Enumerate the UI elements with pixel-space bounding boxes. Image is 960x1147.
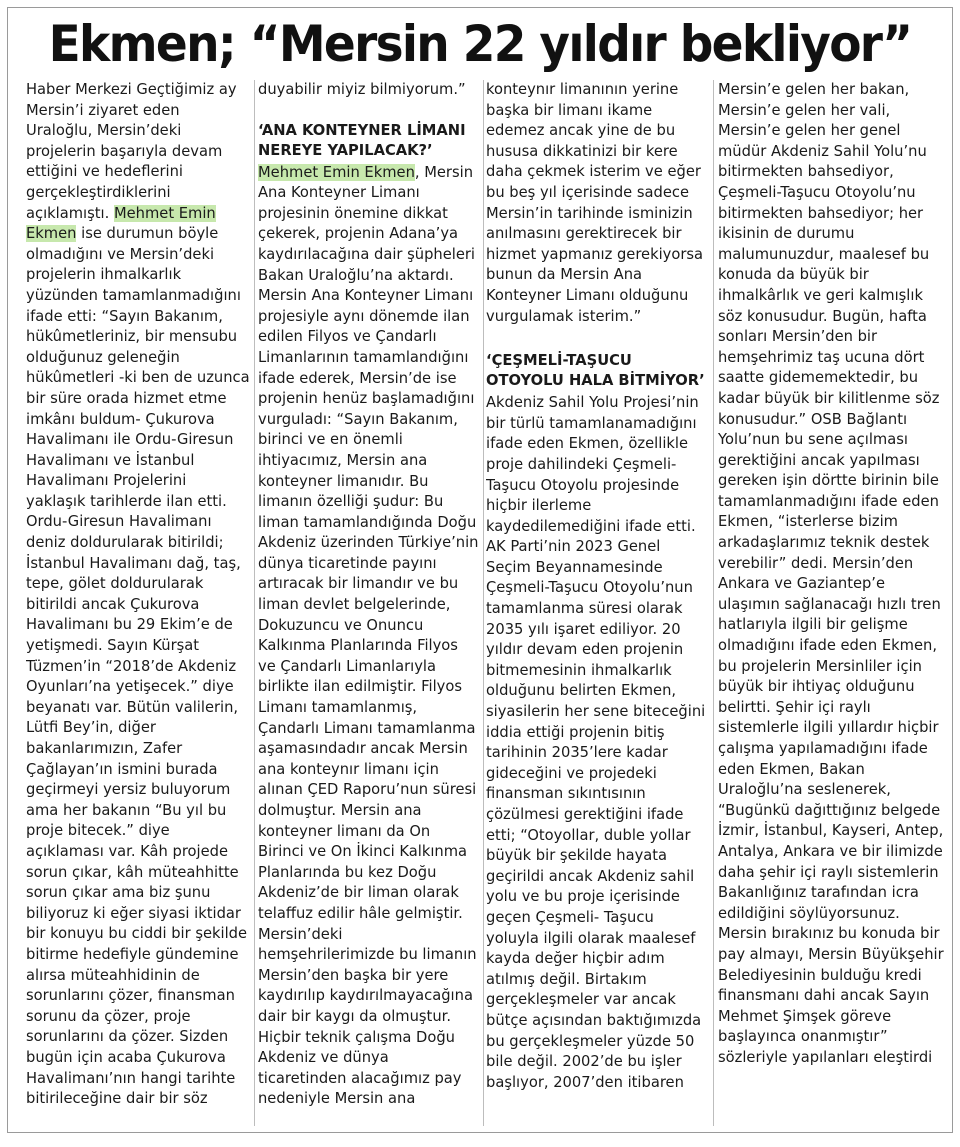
column-divider <box>483 80 484 1126</box>
column-2 <box>258 80 480 1126</box>
paragraph <box>258 163 480 1110</box>
column-1 <box>26 80 250 1126</box>
column-3 <box>486 80 706 1126</box>
newspaper-clipping <box>7 7 953 1133</box>
column-divider <box>713 80 714 1126</box>
paragraph: Mersin’e gelen her bakan, Mersin’e gelen her vali, Mersin’e gelen her genel müdür Akdeniz Sahil Yolu’nu bitirmekten bahsediyor, Çeşmeli-Taşucu Otoyolu’nu bitirmekten bahsediyor; her ikisinin de durumu malumunuzdur, maalesef bu konuda da büyük bir ihmalkârlık ve geri kalmışlık söz konusudur. Bugün, hafta sonları Mersin’den bir hemşehrimiz taş ucuna dört saatte gidememektedir, bu kadar büyük bir kilitlenme söz konusudur.” OSB Bağlantı Yolu’nun bu sene açılması gerektiğini ancak yapılması gereken işin dörtte birinin bile tamamlanmadığını ifade eden Ekmen, “isterlerse bizim arkadaşlarımız teknik destek verebilir” dedi. Mersin’den Ankara ve Gaziantep’e ulaşımın sağlanacağı hızlı tren hatlarıyla ilgili bir gelişme olmadığını ifade eden Ekmen, bu projelerin Mersinliler için büyük bir ihtiyaç olduğunu belirtti. Şehir içi raylı sistemlerle ilgili yıllardır hiçbir çalışma yapılamadığını ifade eden Ekmen, Bakan Uraloğlu’na seslenerek, “Bugünkü dağıttığınız belgede İzmir, İstanbul, Kayseri, Antep, Antalya, Ankara ve bir ilimizde daha şehir içi raylı sistemlerin Bakanlığınız tarafından icra edildiğini söylüyorsunuz. Mersin bırakınız bu konuda bir pay almayı, Mersin Büyükşehir Belediyesinin bulduğu kredi finansmanı dahi ancak Sayın Mehmet Şimşek göreve başlayınca onanmıştır” sözleriyle yapılanları eleştirdi <box>718 81 944 1066</box>
article-body <box>8 80 952 1130</box>
subheading: ‘ANA KONTEYNER LİMANI NEREYE YAPILACAK?’ <box>258 121 466 159</box>
paragraph: duyabilir miyiz bilmiyorum.” <box>258 81 466 98</box>
paragraph-text: ise durumun böyle olmadığını ve Mersin’deki projelerin ihmalkarlık yüzünden tamamlanmadığını ifade etti: “Sayın Bakanım, hükûmetleriniz, bir mensubu olduğunuz geleneğin hükûmetleri -ki ben de uzunca bir süre orada hizmet etme imkânı buldum- Çukurova Havalimanı ile Ordu-Giresun Havalimanı ve İstanbul Havalimanı Projelerini yaklaşık tarihlerde ilan etti. Ordu-Giresun Havalimanı deniz doldurularak bitirildi; İstanbul Havalimanı dağ, taş, tepe, gölet doldurularak bitirildi ancak Çukurova Havalimanı bu 29 Ekim’e de yetişmedi. Sayın Kürşat Tüzmen’in “2018’de Akdeniz Oyunları’na yetişecek.” diye beyanatı var. Bütün valilerin, Lütfi Bey’in, diğer bakanlarımızın, Zafer Çağlayan’ın ismini burada geçirmeyi yersiz buluyorum ama her bakanın “Bu yıl bu proje bitecek.” diye açıklaması var. Kâh projede sorun çıkar, kâh müteahhitte sorun çıkar ama biz şunu biliyoruz ki eğer siyasi iktidar bir konuyu bu ciddi bir şekilde bitirme hedefiyle gündemine alırsa müteahhidinin de sorunlarını çözer, finansman sorunu da çözer, proje sorunlarını da çözer. Sizden bugün için acaba Çukurova Havalimanı’nın hangi tarihte bitirileceğine dair bir söz <box>26 225 250 1108</box>
paragraph: Akdeniz Sahil Yolu Projesi’nin bir türlü tamamlanamadığını ifade eden Ekmen, özellikle proje dahilindeki Çeşmeli-Taşucu Otoyolu projesinde hiçbir ilerleme kaydedilemediğini ifade etti. AK Parti’nin 2023 Genel Seçim Beyannamesinde Çeşmeli-Taşucu Otoyolu’nun tamamlanma süresi olarak 2035 yılı işaret ediliyor. 20 yıldır devam eden projenin bitmemesinin ihmalkarlık olduğunu belirten Ekmen, siyasilerin her sene biteceğini iddia ettiği projenin bitiş tarihinin 2035’lere kadar gideceğini ve projedeki finansman sıkıntısının çözülmesi gerektiğini ifade etti; “Otoyollar, duble yollar büyük bir şekilde hayata geçirildi ancak Akdeniz sahil yolu ve bu proje içerisinde geçen Çeşmeli- Taşucu yoluyla ilgili olarak maalesef kayda değer hiçbir adım atılmış değil. Birtakım gerçekleşmeler var ancak bütçe açısından baktığımızda bu gerçekleşmeler yüzde 50 bile değil. 2002’de bu işler başlıyor, 2007’den itibaren <box>486 394 706 1091</box>
paragraph-text: , Mersin Ana Konteyner Limanı projesinin önemine dikkat çekerek, projenin Adana’ya kaydırılacağına dair şüpheleri Bakan Uraloğlu’na aktardı. Mersin Ana Konteyner Limanı projesiyle aynı dönemde ilan edilen Filyos ve Çandarlı Limanlarının tamamlandığını ifade ederek, Mersin’de ise projenin henüz başlamadığını vurguladı: “Sayın Bakanım, birinci ve en önemli ihtiyacımız, Mersin ana konteyner limanıdır. Bu limanın özelliği şudur: Bu liman tamamlandığında Doğu Akdeniz üzerinden Türkiye’nin dünya ticaretinde payını artıracak bir limandır ve bu liman devlet belgelerinde, Dokuzuncu ve Onuncu Kalkınma Planlarında Filyos ve Çandarlı Limanlarıyla birlikte ilan edilmiştir. Filyos Limanı tamamlanmış, Çandarlı Limanı tamamlanma aşamasındadır ancak Mersin ana konteynır limanı için alınan ÇED Raporu’nun süresi dolmuştur. Mersin ana konteyner limanı da On Birinci ve On İkinci Kalkınma Planlarında bu kez Doğu Akdeniz’de bir liman olarak telaffuz edilir hâle gelmiştir. Mersin’deki hemşehrilerimizde bu limanın Mersin’den başka bir yere kaydırılıp kaydırılmayacağına dair bir kaygı da olmuştur. Hiçbir teknik çalışma Doğu Akdeniz ve dünya ticaretinden alacağımız pay nedeniyle Mersin ana <box>258 163 479 1108</box>
paragraph-text: Haber Merkezi Geçtiğimiz ay Mersin’i ziyaret eden Uraloğlu, Mersin’deki projelerin başarıyla devam ettiğini ve hedeflerini gerçekleştirdiklerini açıklamıştı. <box>26 81 237 222</box>
highlighted-name: Mehmet Emin Ekmen <box>26 204 216 243</box>
column-divider <box>254 80 255 1126</box>
column-4 <box>718 80 944 1126</box>
subheading: ‘ÇEŞMELİ-TAŞUCU OTOYOLU HALA BİTMİYOR’ <box>486 352 705 390</box>
paragraph <box>26 80 250 1110</box>
paragraph: konteynır limanının yerine başka bir limanı ikame edemez ancak yine de bu hususa dikkatinizi bir kere daha çekmek isterim ve eğer bu beş yıl içerisinde sadece Mersin’in tarihinde isminizin anılmasını gerektirecek bir hizmet yapmanız gerekiyorsa bunun da Mersin Ana Konteyner Limanı olduğunu vurgulamak isterim.” <box>486 81 704 325</box>
highlighted-name: Mehmet Emin Ekmen <box>258 163 415 181</box>
headline: Ekmen; “Mersin 22 yıldır bekliyor” <box>48 15 912 73</box>
